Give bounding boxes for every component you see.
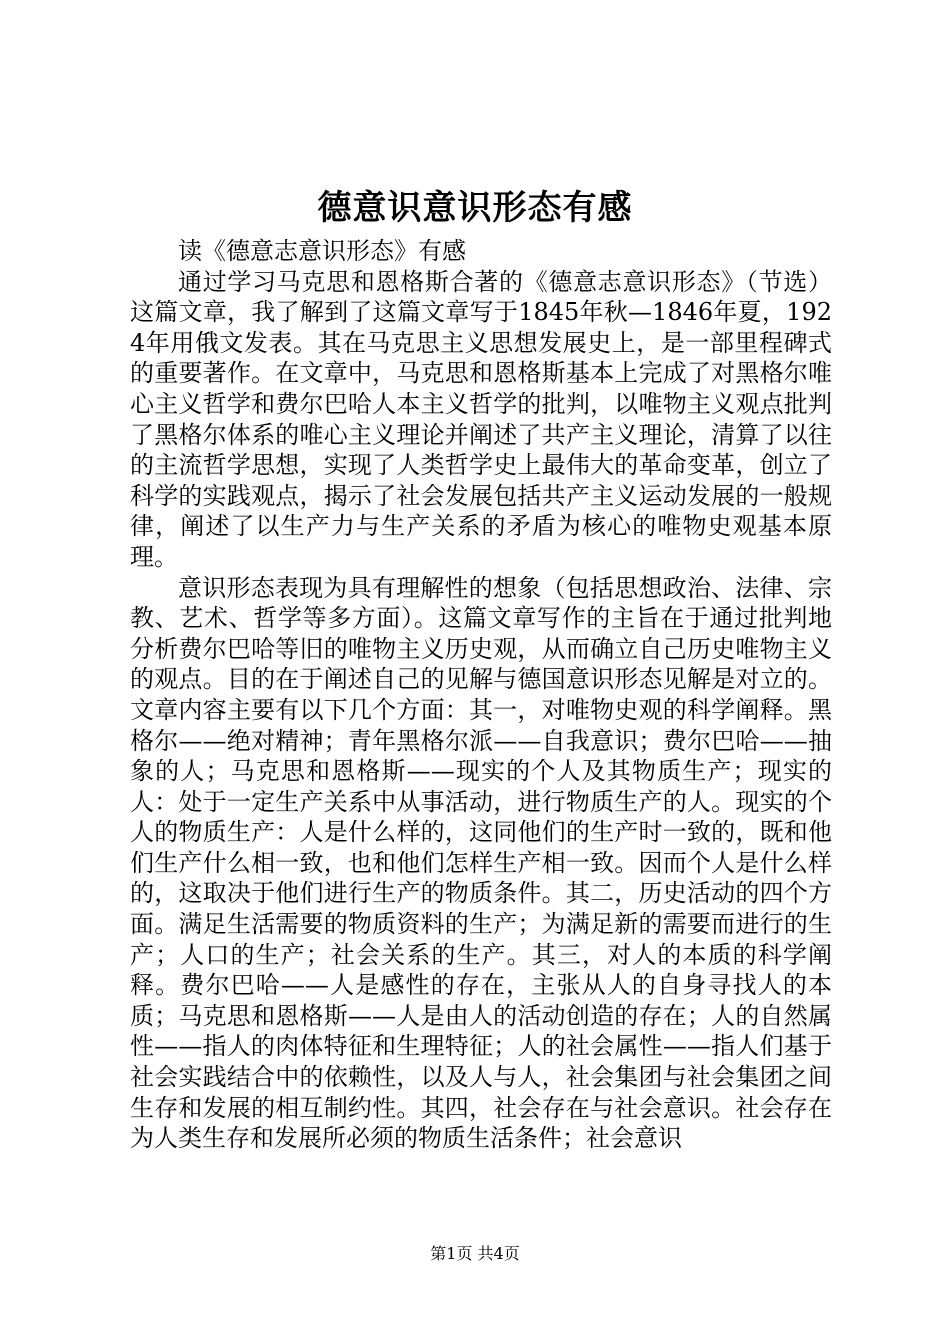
body-paragraph-subtitle: 读《德意志意识形态》有感 — [178, 237, 466, 265]
document-body — [130, 236, 832, 1154]
body-paragraph: 通过学习马克思和恩格斯合著的《德意志意识形态》（节选）这篇文章，我了解到了这篇文章写于1845年秋—1846年夏，1924年用俄文发表。其在马克思主义思想发展史上，是一部里程碑式的重要著作。在文章中，马克思和恩格斯基本上完成了对黑格尔唯心主义哲学和费尔巴哈人本主义哲学的批判，以唯物主义观点批判了黑格尔体系的唯心主义理论并阐述了共产主义理论，清算了以往的主流哲学思想，实现了人类哲学史上最伟大的革命变革，创立了科学的实践观点，揭示了社会发展包括共产主义运动发展的一般规律，阐述了以生产力与生产关系的矛盾为核心的唯物史观基本原理。 — [130, 267, 832, 571]
document-title: 德意识意识形态有感 — [317, 188, 633, 228]
body-paragraph: 意识形态表现为具有理解性的想象（包括思想政治、法律、宗教、艺术、哲学等多方面）。这篇文章写作的主旨在于通过批判地分析费尔巴哈等旧的唯物主义历史观，从而确立自己历史唯物主义的观点。目的在于阐述自己的见解与德国意识形态见解是对立的。文章内容主要有以下几个方面：其一，对唯物史观的科学阐释。黑格尔——绝对精神；青年黑格尔派——自我意识；费尔巴哈——抽象的人；马克思和恩格斯——现实的个人及其物质生产；现实的人：处于一定生产关系中从事活动，进行物质生产的人。现实的个人的物质生产：人是什么样的，这同他们的生产时一致的，既和他们生产什么相一致，也和他们怎样生产相一致。因而个人是什么样的，这取决于他们进行生产的物质条件。其二，历史活动的四个方面。满足生活需要的物质资料的生产；为满足新的需要而进行的生产；人口的生产；社会关系的生产。其三，对人的本质的科学阐释。费尔巴哈——人是感性的存在，主张从人的自身寻找人的本质；马克思和恩格斯——人是由人的活动创造的存在；人的自然属性——指人的肉体特征和生理特征；人的社会属性——指人们基于社会实践结合中的依赖性，以及人与人，社会集团与社会集团之间生存和发展的相互制约性。其四，社会存在与社会意识。社会存在为人类生存和发展所必须的物质生活条件；社会意识 — [130, 573, 832, 1153]
page-number-footer: 第1页 共4页 — [430, 1244, 520, 1263]
